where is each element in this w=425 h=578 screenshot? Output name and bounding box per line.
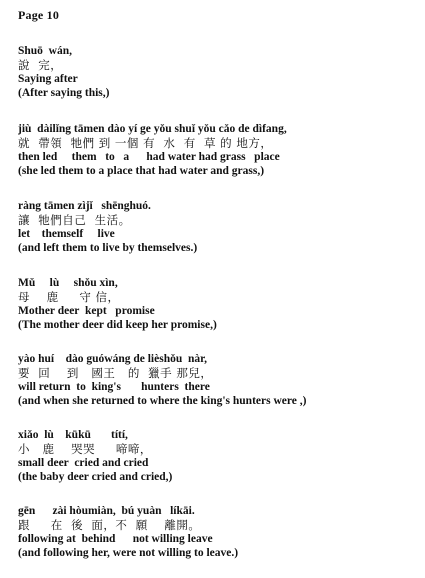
pinyin-line: yào huí dào guówáng de lièshǒu nàr, (18, 353, 208, 365)
chinese-line: 就 帶領 牠們 到 一個 有 水 有 草 的 地方， (18, 136, 273, 150)
translation-line: (The mother deer did keep her promise,) (18, 319, 217, 331)
sentence-block-2 (18, 122, 418, 178)
translation-line: (After saying this,) (18, 87, 110, 99)
translation-line: (and following her, were not willing to leave.) (18, 547, 239, 559)
pinyin-line: xiǎo lù kūkū títí, (18, 429, 128, 441)
gloss-line: small deer cried and cried (18, 457, 149, 469)
gloss-line: then led them to a had water had grass place (18, 151, 280, 163)
sentence-block-1 (18, 44, 418, 100)
chinese-line: 讓 牠們自己 生活。 (18, 213, 131, 227)
translation-line: (the baby deer cried and cried,) (18, 471, 173, 483)
chinese-line: 說 完， (18, 58, 63, 72)
gloss-line: will return to king's hunters there (18, 381, 210, 393)
gloss-line: following at behind not willing leave (18, 533, 213, 545)
sentence-block-7 (18, 504, 418, 560)
gloss-line: Mother deer kept promise (18, 305, 155, 317)
chinese-line: 要 回 到 國王 的 獵手 那兒， (18, 366, 213, 380)
gloss-line: let themself live (18, 228, 115, 240)
gloss-line: Saying after (18, 73, 78, 85)
translation-line: (she led them to a place that had water and grass,) (18, 165, 265, 177)
sentence-block-6 (18, 428, 418, 484)
sentence-block-3 (18, 199, 418, 255)
page-number: Page 10 (18, 8, 60, 22)
pinyin-line: jiù dàilǐng tāmen dào yí ge yǒu shuǐ yǒu cǎo de dìfang, (18, 123, 287, 135)
pinyin-line: gēn zài hòumiàn, bú yuàn líkāi. (18, 505, 195, 517)
chinese-line: 母 鹿 守 信， (18, 290, 120, 304)
chinese-line: 小 鹿 哭哭 啼啼， (18, 442, 152, 456)
pinyin-line: Mǔ lù shǒu xìn, (18, 277, 118, 289)
pinyin-line: ràng tāmen zìjǐ shēnghuó. (18, 200, 151, 212)
translation-line: (and when she returned to where the king's hunters were ,) (18, 395, 307, 407)
sentence-block-4 (18, 276, 418, 332)
sentence-block-5 (18, 352, 418, 408)
chinese-line: 跟 在 後 面，不 願 離開。 (18, 518, 201, 532)
translation-line: (and left them to live by themselves.) (18, 242, 198, 254)
pinyin-line: Shuō wán, (18, 45, 73, 57)
